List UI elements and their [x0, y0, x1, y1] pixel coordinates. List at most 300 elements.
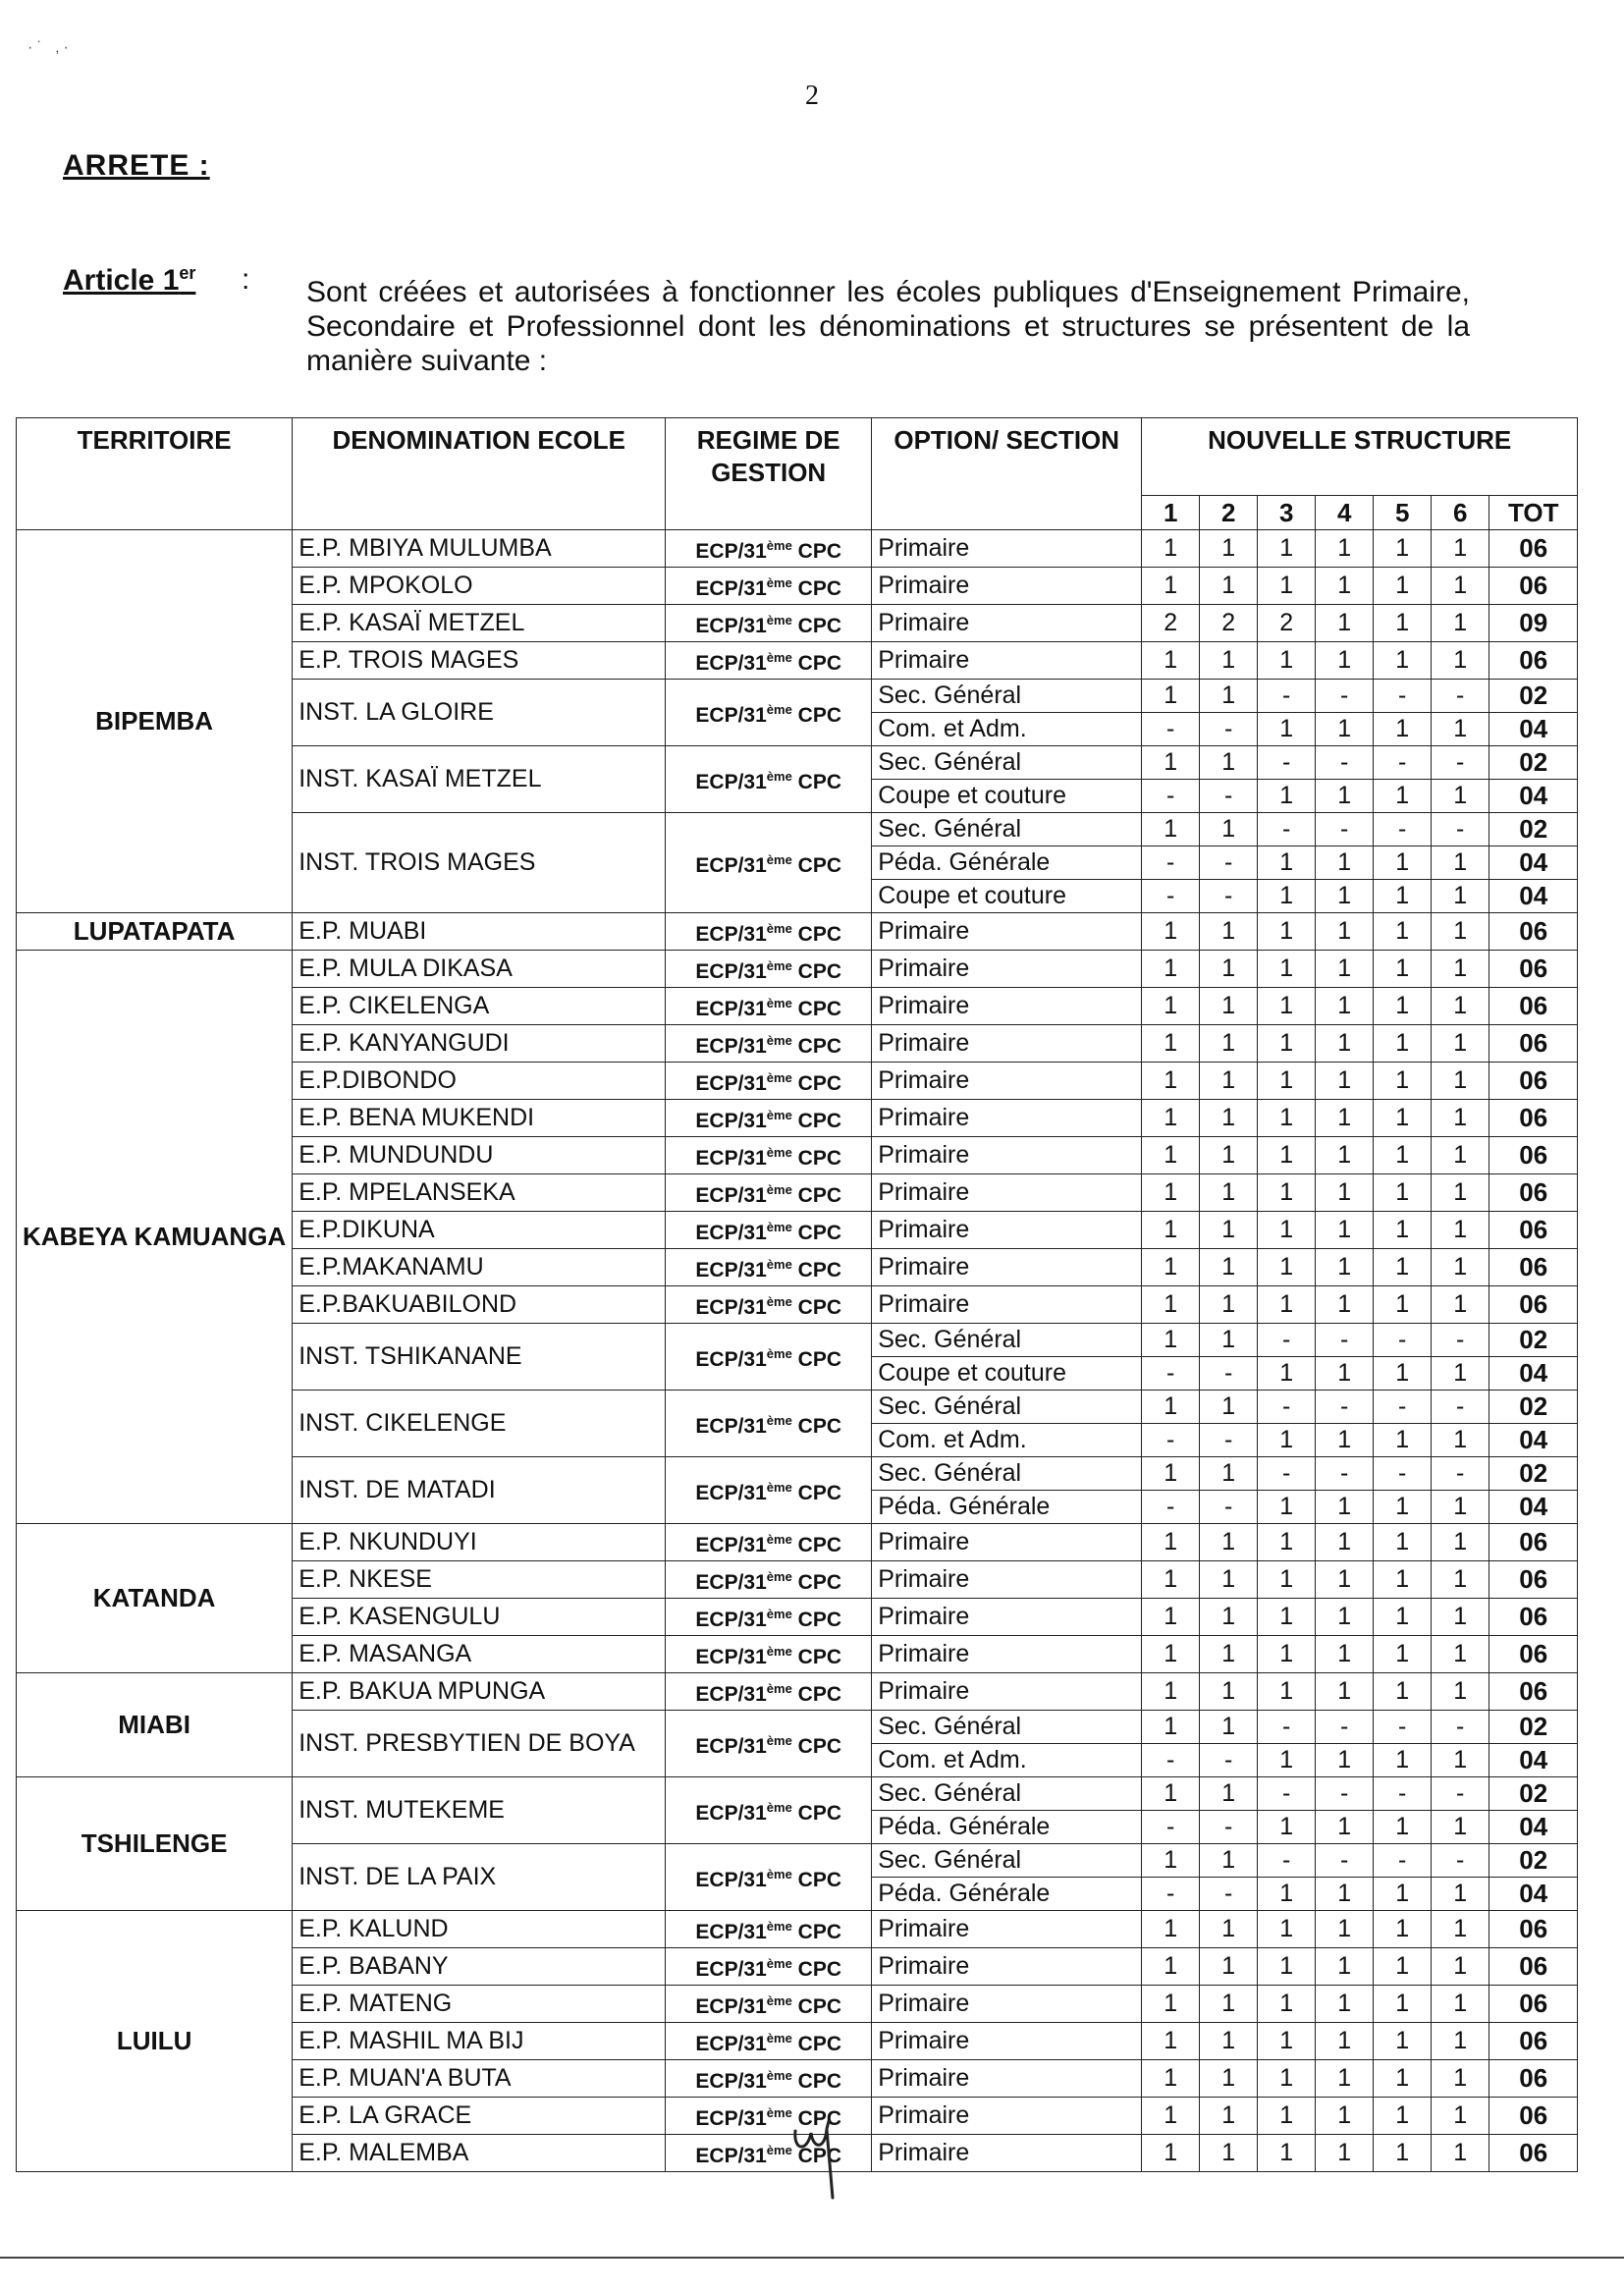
school-name-cell: INST. LA GLOIRE: [293, 680, 666, 746]
structure-cell: 1: [1316, 568, 1374, 605]
header-col-2: 2: [1200, 496, 1258, 530]
option-cell: Primaire: [872, 988, 1142, 1025]
option-cell: Sec. Général: [872, 1844, 1142, 1878]
structure-cell: 1: [1374, 1948, 1432, 1986]
total-cell: 06: [1489, 1174, 1578, 1212]
school-name-cell: E.P. KASENGULU: [293, 1599, 666, 1636]
structure-cell: 1: [1374, 1636, 1432, 1673]
option-cell: Primaire: [872, 1137, 1142, 1174]
structure-cell: -: [1142, 1878, 1200, 1911]
structure-cell: 1: [1374, 1811, 1432, 1844]
structure-cell: 1: [1432, 1212, 1489, 1249]
structure-cell: 1: [1258, 951, 1316, 988]
total-cell: 06: [1489, 1100, 1578, 1137]
regime-cell: ECP/31ème CPC: [666, 813, 872, 913]
structure-cell: 1: [1374, 2060, 1432, 2098]
school-name-cell: E.P. KALUND: [293, 1911, 666, 1948]
structure-cell: -: [1258, 1711, 1316, 1744]
structure-cell: 1: [1374, 1286, 1432, 1324]
structure-cell: -: [1374, 1391, 1432, 1424]
structure-cell: 1: [1142, 1063, 1200, 1100]
structure-cell: 1: [1258, 1212, 1316, 1249]
regime-cell: ECP/31ème CPC: [666, 988, 872, 1025]
option-cell: Primaire: [872, 1063, 1142, 1100]
option-cell: Primaire: [872, 2060, 1142, 2098]
structure-cell: 1: [1258, 880, 1316, 913]
structure-cell: 1: [1374, 1357, 1432, 1391]
structure-cell: -: [1374, 1777, 1432, 1811]
total-cell: 02: [1489, 1844, 1578, 1878]
option-cell: Sec. Général: [872, 1324, 1142, 1357]
regime-cell: ECP/31ème CPC: [666, 746, 872, 813]
total-cell: 02: [1489, 680, 1578, 713]
structure-cell: 1: [1142, 1636, 1200, 1673]
structure-cell: 2: [1258, 605, 1316, 642]
total-cell: 06: [1489, 1986, 1578, 2023]
structure-cell: 1: [1142, 1948, 1200, 1986]
structure-cell: 1: [1432, 1286, 1489, 1324]
structure-cell: 1: [1142, 642, 1200, 680]
structure-cell: 1: [1142, 1391, 1200, 1424]
structure-cell: 1: [1374, 880, 1432, 913]
total-cell: 06: [1489, 1212, 1578, 1249]
structure-cell: 1: [1200, 1063, 1258, 1100]
structure-cell: 1: [1258, 568, 1316, 605]
structure-cell: 1: [1142, 1986, 1200, 2023]
total-cell: 06: [1489, 2023, 1578, 2060]
total-cell: 06: [1489, 1025, 1578, 1063]
structure-cell: 1: [1316, 951, 1374, 988]
structure-cell: -: [1432, 746, 1489, 780]
structure-cell: 1: [1142, 1100, 1200, 1137]
structure-cell: -: [1374, 680, 1432, 713]
structure-cell: 1: [1142, 1324, 1200, 1357]
structure-cell: 1: [1316, 1286, 1374, 1324]
structure-cell: 1: [1200, 2098, 1258, 2135]
option-cell: Péda. Générale: [872, 1878, 1142, 1911]
structure-cell: -: [1432, 1844, 1489, 1878]
structure-cell: 1: [1374, 1212, 1432, 1249]
total-cell: 04: [1489, 1424, 1578, 1457]
regime-cell: ECP/31ème CPC: [666, 2098, 872, 2135]
structure-cell: 1: [1200, 568, 1258, 605]
option-cell: Coupe et couture: [872, 780, 1142, 813]
option-cell: Primaire: [872, 1174, 1142, 1212]
structure-cell: 1: [1258, 1636, 1316, 1673]
structure-cell: 1: [1142, 2060, 1200, 2098]
regime-cell: ECP/31ème CPC: [666, 605, 872, 642]
structure-cell: -: [1142, 1811, 1200, 1844]
structure-cell: -: [1374, 1844, 1432, 1878]
structure-cell: 1: [1316, 1174, 1374, 1212]
structure-cell: -: [1200, 880, 1258, 913]
structure-cell: 1: [1432, 1524, 1489, 1561]
structure-cell: 1: [1142, 1249, 1200, 1286]
regime-cell: ECP/31ème CPC: [666, 1286, 872, 1324]
structure-cell: 1: [1432, 2060, 1489, 2098]
structure-cell: 1: [1258, 1025, 1316, 1063]
regime-cell: ECP/31ème CPC: [666, 1174, 872, 1212]
structure-cell: 1: [1316, 1744, 1374, 1777]
school-name-cell: E.P. KASAÏ METZEL: [293, 605, 666, 642]
structure-cell: -: [1142, 880, 1200, 913]
school-name-cell: E.P. LA GRACE: [293, 2098, 666, 2135]
structure-cell: 1: [1316, 1673, 1374, 1711]
structure-cell: 1: [1142, 1524, 1200, 1561]
structure-cell: 1: [1258, 1137, 1316, 1174]
structure-cell: 1: [1142, 530, 1200, 568]
structure-cell: 1: [1258, 1986, 1316, 2023]
structure-cell: 1: [1316, 1137, 1374, 1174]
total-cell: 04: [1489, 713, 1578, 746]
bottom-rule: [0, 2257, 1624, 2259]
school-name-cell: E.P. BENA MUKENDI: [293, 1100, 666, 1137]
option-cell: Com. et Adm.: [872, 713, 1142, 746]
school-name-cell: E.P.DIBONDO: [293, 1063, 666, 1100]
structure-cell: 1: [1200, 1249, 1258, 1286]
structure-cell: 1: [1432, 846, 1489, 880]
structure-cell: 1: [1142, 1911, 1200, 1948]
structure-cell: 1: [1316, 2060, 1374, 2098]
structure-cell: 1: [1200, 1524, 1258, 1561]
regime-cell: ECP/31ème CPC: [666, 1212, 872, 1249]
header-option: OPTION/ SECTION: [872, 418, 1142, 530]
structure-cell: 1: [1432, 1357, 1489, 1391]
structure-cell: 1: [1432, 568, 1489, 605]
total-cell: 06: [1489, 1599, 1578, 1636]
structure-cell: 1: [1374, 2135, 1432, 2172]
total-cell: 06: [1489, 2098, 1578, 2135]
structure-cell: -: [1374, 1324, 1432, 1357]
article-colon: :: [242, 263, 250, 296]
table-row: [17, 1777, 1578, 1811]
total-cell: 06: [1489, 1948, 1578, 1986]
header-col-tot: TOT: [1489, 496, 1578, 530]
structure-cell: -: [1374, 746, 1432, 780]
structure-cell: 1: [1432, 1561, 1489, 1599]
structure-cell: 1: [1142, 1673, 1200, 1711]
structure-cell: 1: [1316, 2098, 1374, 2135]
option-cell: Primaire: [872, 1986, 1142, 2023]
structure-cell: -: [1200, 1811, 1258, 1844]
territoire-cell: LUPATAPATA: [17, 913, 293, 951]
structure-cell: -: [1316, 1391, 1374, 1424]
school-name-cell: INST. MUTEKEME: [293, 1777, 666, 1844]
structure-cell: 1: [1200, 1286, 1258, 1324]
structure-cell: 1: [1258, 1878, 1316, 1911]
structure-cell: 1: [1316, 1561, 1374, 1599]
structure-cell: 1: [1432, 913, 1489, 951]
header-structure: NOUVELLE STRUCTURE: [1142, 418, 1578, 496]
structure-cell: 1: [1374, 2023, 1432, 2060]
structure-cell: 1: [1432, 1137, 1489, 1174]
structure-cell: 1: [1316, 1911, 1374, 1948]
structure-cell: -: [1432, 1457, 1489, 1491]
option-cell: Primaire: [872, 2098, 1142, 2135]
total-cell: 04: [1489, 846, 1578, 880]
regime-cell: ECP/31ème CPC: [666, 1063, 872, 1100]
structure-cell: 1: [1142, 913, 1200, 951]
structure-cell: 1: [1200, 1986, 1258, 2023]
structure-cell: 1: [1200, 1212, 1258, 1249]
structure-cell: -: [1258, 680, 1316, 713]
structure-cell: 1: [1200, 1137, 1258, 1174]
structure-cell: 1: [1374, 713, 1432, 746]
structure-cell: 1: [1200, 1025, 1258, 1063]
structure-cell: 1: [1200, 1100, 1258, 1137]
total-cell: 06: [1489, 951, 1578, 988]
structure-cell: 1: [1200, 746, 1258, 780]
structure-cell: 1: [1258, 1673, 1316, 1711]
option-cell: Primaire: [872, 530, 1142, 568]
structure-cell: 1: [1432, 951, 1489, 988]
structure-cell: -: [1200, 1878, 1258, 1911]
structure-cell: 1: [1432, 1948, 1489, 1986]
structure-cell: -: [1142, 846, 1200, 880]
structure-cell: 1: [1200, 1324, 1258, 1357]
structure-cell: 1: [1316, 1986, 1374, 2023]
structure-cell: 1: [1432, 1673, 1489, 1711]
total-cell: 02: [1489, 1711, 1578, 1744]
structure-cell: 1: [1142, 2023, 1200, 2060]
structure-cell: -: [1432, 813, 1489, 846]
school-name-cell: E.P. MATENG: [293, 1986, 666, 2023]
total-cell: 02: [1489, 1777, 1578, 1811]
structure-cell: 1: [1258, 1424, 1316, 1457]
total-cell: 02: [1489, 1457, 1578, 1491]
total-cell: 04: [1489, 1491, 1578, 1524]
structure-cell: -: [1142, 713, 1200, 746]
total-cell: 06: [1489, 1673, 1578, 1711]
structure-cell: -: [1142, 1491, 1200, 1524]
structure-cell: -: [1258, 813, 1316, 846]
total-cell: 02: [1489, 746, 1578, 780]
structure-cell: 1: [1258, 1249, 1316, 1286]
option-cell: Sec. Général: [872, 680, 1142, 713]
structure-cell: 1: [1258, 1561, 1316, 1599]
structure-cell: -: [1316, 1711, 1374, 1744]
option-cell: Com. et Adm.: [872, 1744, 1142, 1777]
territoire-cell: LUILU: [17, 1911, 293, 2172]
school-name-cell: INST. KASAÏ METZEL: [293, 746, 666, 813]
total-cell: 04: [1489, 1744, 1578, 1777]
structure-cell: 1: [1316, 1063, 1374, 1100]
total-cell: 06: [1489, 1561, 1578, 1599]
structure-cell: 1: [1432, 1599, 1489, 1636]
structure-cell: 1: [1200, 1911, 1258, 1948]
structure-cell: 1: [1374, 1599, 1432, 1636]
regime-cell: ECP/31ème CPC: [666, 913, 872, 951]
structure-cell: 1: [1258, 846, 1316, 880]
structure-cell: 1: [1316, 846, 1374, 880]
header-col-4: 4: [1316, 496, 1374, 530]
structure-cell: 1: [1200, 1636, 1258, 1673]
school-name-cell: E.P. NKUNDUYI: [293, 1524, 666, 1561]
structure-cell: 1: [1258, 2023, 1316, 2060]
structure-cell: 1: [1258, 1524, 1316, 1561]
structure-cell: 1: [1258, 642, 1316, 680]
structure-cell: -: [1142, 1357, 1200, 1391]
total-cell: 06: [1489, 568, 1578, 605]
total-cell: 04: [1489, 780, 1578, 813]
header-territoire: TERRITOIRE: [17, 418, 293, 530]
structure-cell: -: [1258, 1777, 1316, 1811]
header-regime: REGIME DE GESTION: [666, 418, 872, 530]
option-cell: Sec. Général: [872, 1711, 1142, 1744]
structure-cell: -: [1142, 1424, 1200, 1457]
structure-cell: 1: [1316, 880, 1374, 913]
structure-cell: 1: [1258, 1100, 1316, 1137]
option-cell: Primaire: [872, 1212, 1142, 1249]
school-name-cell: E.P. MBIYA MULUMBA: [293, 530, 666, 568]
structure-cell: 1: [1316, 913, 1374, 951]
structure-cell: 1: [1142, 1777, 1200, 1811]
total-cell: 06: [1489, 1636, 1578, 1673]
structure-cell: 1: [1374, 1561, 1432, 1599]
structure-cell: 1: [1258, 530, 1316, 568]
decree-heading: ARRETE :: [63, 149, 210, 182]
structure-cell: 1: [1432, 2135, 1489, 2172]
school-name-cell: E.P. MULA DIKASA: [293, 951, 666, 988]
total-cell: 06: [1489, 913, 1578, 951]
structure-cell: 1: [1258, 2135, 1316, 2172]
total-cell: 06: [1489, 2060, 1578, 2098]
regime-cell: ECP/31ème CPC: [666, 1673, 872, 1711]
structure-cell: 1: [1432, 1063, 1489, 1100]
structure-cell: 1: [1374, 1673, 1432, 1711]
regime-cell: ECP/31ème CPC: [666, 1561, 872, 1599]
option-cell: Coupe et couture: [872, 1357, 1142, 1391]
structure-cell: -: [1142, 1744, 1200, 1777]
structure-cell: 1: [1316, 1212, 1374, 1249]
school-name-cell: INST. CIKELENGE: [293, 1391, 666, 1457]
regime-cell: ECP/31ème CPC: [666, 1599, 872, 1636]
total-cell: 06: [1489, 1137, 1578, 1174]
option-cell: Primaire: [872, 913, 1142, 951]
structure-cell: 1: [1374, 1025, 1432, 1063]
structure-cell: 1: [1258, 1911, 1316, 1948]
regime-cell: ECP/31ème CPC: [666, 1025, 872, 1063]
structure-cell: -: [1258, 1324, 1316, 1357]
total-cell: 02: [1489, 1391, 1578, 1424]
structure-cell: 1: [1432, 1811, 1489, 1844]
table-row: [17, 1911, 1578, 1948]
structure-cell: 1: [1316, 2135, 1374, 2172]
regime-cell: ECP/31ème CPC: [666, 642, 872, 680]
structure-cell: 1: [1432, 605, 1489, 642]
total-cell: 06: [1489, 1249, 1578, 1286]
option-cell: Primaire: [872, 1561, 1142, 1599]
structure-cell: 1: [1432, 1100, 1489, 1137]
structure-cell: 1: [1374, 1744, 1432, 1777]
option-cell: Primaire: [872, 2023, 1142, 2060]
structure-cell: -: [1142, 780, 1200, 813]
structure-cell: -: [1258, 1844, 1316, 1878]
school-name-cell: E.P. MPELANSEKA: [293, 1174, 666, 1212]
school-name-cell: E.P. MASANGA: [293, 1636, 666, 1673]
structure-cell: 1: [1316, 530, 1374, 568]
total-cell: 06: [1489, 988, 1578, 1025]
regime-cell: ECP/31ème CPC: [666, 530, 872, 568]
structure-cell: 1: [1374, 1491, 1432, 1524]
schools-table: [16, 417, 1578, 2172]
structure-cell: -: [1316, 680, 1374, 713]
school-name-cell: E.P. BAKUA MPUNGA: [293, 1673, 666, 1711]
structure-cell: 1: [1142, 951, 1200, 988]
school-name-cell: E.P. MUAN'A BUTA: [293, 2060, 666, 2098]
school-name-cell: E.P. BABANY: [293, 1948, 666, 1986]
option-cell: Com. et Adm.: [872, 1424, 1142, 1457]
structure-cell: -: [1258, 1457, 1316, 1491]
school-name-cell: E.P. MUNDUNDU: [293, 1137, 666, 1174]
structure-cell: 1: [1200, 1561, 1258, 1599]
structure-cell: 1: [1316, 1878, 1374, 1911]
structure-cell: -: [1432, 1324, 1489, 1357]
structure-cell: 1: [1142, 1711, 1200, 1744]
territoire-cell: BIPEMBA: [17, 530, 293, 913]
structure-cell: 1: [1432, 988, 1489, 1025]
header-col-5: 5: [1374, 496, 1432, 530]
structure-cell: -: [1258, 1391, 1316, 1424]
structure-cell: 1: [1142, 1025, 1200, 1063]
structure-cell: 1: [1142, 1599, 1200, 1636]
structure-cell: 1: [1374, 1911, 1432, 1948]
structure-cell: 1: [1316, 1491, 1374, 1524]
structure-cell: 1: [1432, 780, 1489, 813]
structure-cell: 1: [1142, 1137, 1200, 1174]
regime-cell: ECP/31ème CPC: [666, 1636, 872, 1673]
structure-cell: 1: [1432, 642, 1489, 680]
structure-cell: -: [1316, 1844, 1374, 1878]
structure-cell: -: [1374, 813, 1432, 846]
structure-cell: 1: [1374, 1878, 1432, 1911]
regime-cell: ECP/31ème CPC: [666, 1524, 872, 1561]
option-cell: Primaire: [872, 1948, 1142, 1986]
school-name-cell: INST. DE MATADI: [293, 1457, 666, 1524]
structure-cell: 1: [1374, 530, 1432, 568]
structure-cell: 1: [1200, 1599, 1258, 1636]
regime-cell: ECP/31ème CPC: [666, 1249, 872, 1286]
structure-cell: -: [1432, 1391, 1489, 1424]
total-cell: 06: [1489, 1911, 1578, 1948]
option-cell: Primaire: [872, 1911, 1142, 1948]
total-cell: 04: [1489, 1357, 1578, 1391]
total-cell: 06: [1489, 1524, 1578, 1561]
structure-cell: 1: [1258, 988, 1316, 1025]
option-cell: Primaire: [872, 1599, 1142, 1636]
structure-cell: 1: [1258, 2060, 1316, 2098]
structure-cell: 1: [1258, 1357, 1316, 1391]
structure-cell: 1: [1374, 1249, 1432, 1286]
structure-cell: 1: [1432, 880, 1489, 913]
structure-cell: -: [1200, 1744, 1258, 1777]
total-cell: 06: [1489, 1063, 1578, 1100]
total-cell: 04: [1489, 880, 1578, 913]
structure-cell: -: [1258, 746, 1316, 780]
structure-cell: 1: [1374, 1986, 1432, 2023]
structure-cell: 1: [1200, 642, 1258, 680]
school-name-cell: E.P. CIKELENGA: [293, 988, 666, 1025]
structure-cell: 1: [1374, 1174, 1432, 1212]
structure-cell: 1: [1258, 1744, 1316, 1777]
structure-cell: 1: [1142, 2135, 1200, 2172]
regime-cell: ECP/31ème CPC: [666, 2060, 872, 2098]
option-cell: Sec. Général: [872, 746, 1142, 780]
scan-mark: · ˙ ‚ ·: [27, 39, 69, 56]
school-name-cell: E.P. MASHIL MA BIJ: [293, 2023, 666, 2060]
option-cell: Primaire: [872, 1636, 1142, 1673]
structure-cell: 1: [1316, 988, 1374, 1025]
